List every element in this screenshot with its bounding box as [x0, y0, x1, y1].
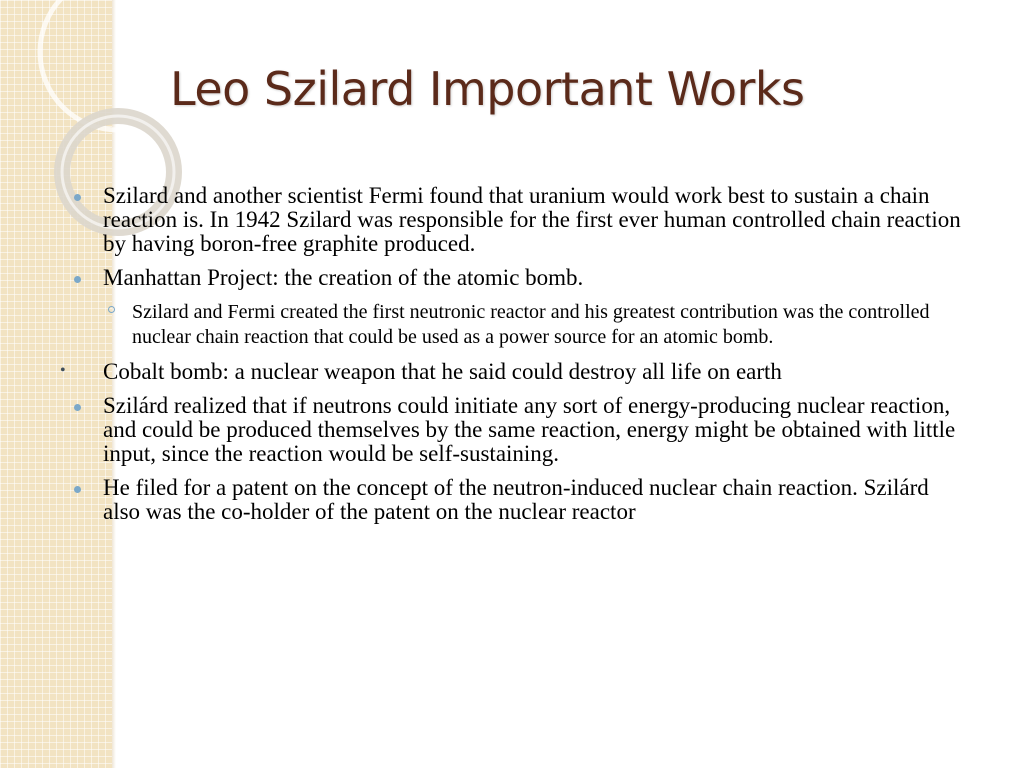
bullet-item: [70, 266, 970, 290]
bullet-text: Manhattan Project: the creation of the atomic bomb.: [103, 265, 584, 290]
bullet-dot-icon: [74, 486, 81, 493]
bullet-text: Cobalt bomb: a nuclear weapon that he said could destroy all life on earth: [103, 359, 782, 384]
bullet-item: [70, 184, 970, 256]
bullet-small-dot-icon: •: [60, 362, 66, 379]
bullet-text: Szilárd realized that if neutrons could initiate any sort of energy-producing nuclear reaction, and could be produced themselves by the same reaction, energy might be obtained with little input, since the reaction would be self-sustaining.: [103, 393, 956, 466]
bullet-item: [60, 359, 970, 384]
bullet-text: Szilard and another scientist Fermi found that uranium would work best to sustain a chain reaction is. In 1942 Szilard was responsible for the first ever human controlled chain reaction by having boron-free graphite produced.: [103, 183, 961, 256]
bullet-dot-icon: [74, 404, 81, 411]
bullet-dot-icon: [74, 276, 81, 283]
bullet-text: He filed for a patent on the concept of the neutron-induced nuclear chain reaction. Szilárd also was the co-holder of the patent on the nuclear reactor: [103, 475, 929, 524]
sub-bullet-ring-icon: [108, 306, 115, 313]
sub-bullet-item: [70, 300, 970, 350]
slide-title: Leo Szilard Important Works: [170, 62, 805, 116]
bullet-dot-icon: [74, 194, 81, 201]
bullet-item: [70, 394, 970, 466]
bullet-item: [70, 476, 970, 524]
bullet-list: [60, 183, 970, 534]
sub-bullet-text: Szilard and Fermi created the first neutronic reactor and his greatest contribution was the controlled nuclear chain reaction that could be used as a power source for an atomic bomb.: [132, 301, 930, 348]
